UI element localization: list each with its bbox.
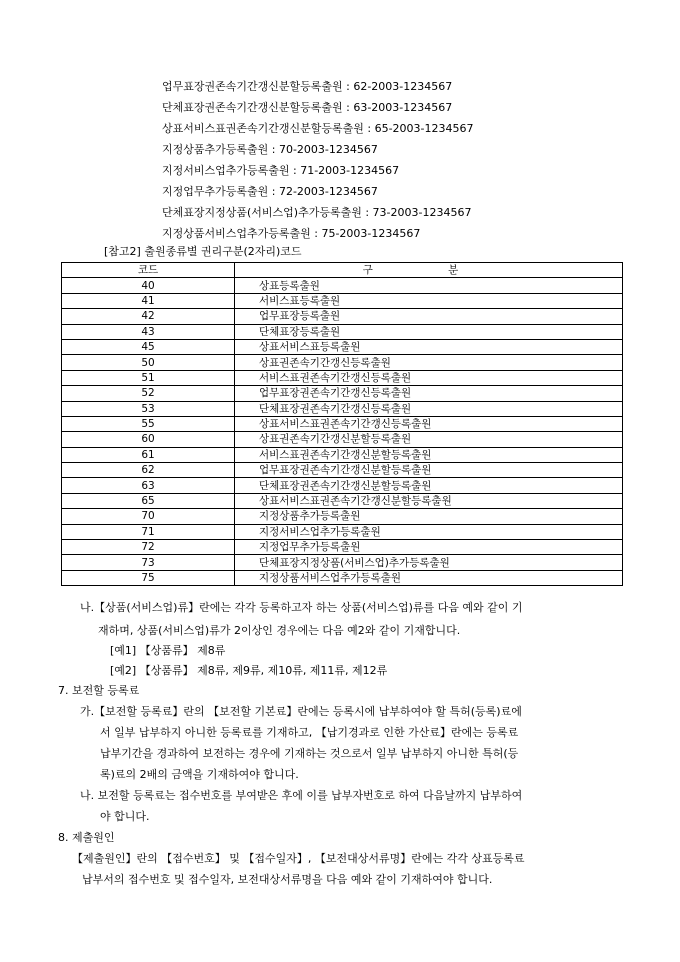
code-line: 단체표장권존속기간갱신분할등록출원 : 63-2003-1234567: [162, 101, 453, 114]
name-cell: 서비스표권존속기간갱신등록출원: [235, 370, 623, 385]
code-line: 업무표장권존속기간갱신분할등록출원 : 62-2003-1234567: [162, 80, 453, 93]
code-cell: 62: [62, 463, 235, 478]
code-cell: 55: [62, 416, 235, 431]
name-cell: 업무표장권존속기간갱신분할등록출원: [235, 463, 623, 478]
name-cell: 지정서비스업추가등록출원: [235, 524, 623, 539]
table-row: [62, 493, 623, 508]
table-row: [62, 570, 623, 585]
code-cell: 43: [62, 324, 235, 339]
name-cell: 서비스표등록출원: [235, 293, 623, 308]
table-row: [62, 278, 623, 293]
table-row: [62, 293, 623, 308]
section-7-ga-cont: 납부기간을 경과하여 보전하는 경우에 기재하는 것으로서 일부 납부하지 아니한 특허(등: [100, 747, 519, 760]
table-row: [62, 370, 623, 385]
code-cell: 40: [62, 278, 235, 293]
code-table: [61, 262, 623, 586]
name-cell: 업무표장등록출원: [235, 309, 623, 324]
code-cell: 42: [62, 309, 235, 324]
header-code: 코드: [62, 263, 235, 278]
code-line: 단체표장지정상품(서비스업)추가등록출원 : 73-2003-1234567: [162, 206, 472, 219]
table-row: [62, 478, 623, 493]
code-cell: 61: [62, 447, 235, 462]
name-cell: 단체표장권존속기간갱신분할등록출원: [235, 478, 623, 493]
table-row: [62, 401, 623, 416]
name-cell: 지정상품추가등록출원: [235, 509, 623, 524]
name-cell: 단체표장등록출원: [235, 324, 623, 339]
table-header-row: [62, 263, 623, 278]
name-cell: 지정업무추가등록출원: [235, 540, 623, 555]
header-name: 구 분: [235, 263, 623, 278]
section-7-ga: 가.【보전할 등록료】란의 【보전할 기본료】란에는 등록시에 납부하여야 할 특허(등록)료에: [80, 705, 522, 718]
section-8-paragraph: 【제출원인】란의 【접수번호】 및 【접수일자】, 【보전대상서류명】란에는 각각 상표등록료: [72, 852, 525, 865]
name-cell: 업무표장권존속기간갱신등록출원: [235, 386, 623, 401]
name-cell: 상표서비스표권존속기간갱신등록출원: [235, 416, 623, 431]
code-cell: 45: [62, 339, 235, 354]
code-line: 지정상품서비스업추가등록출원 : 75-2003-1234567: [162, 227, 421, 240]
paragraph-na: 나.【상품(서비스업)류】란에는 각각 등록하고자 하는 상품(서비스업)류를 다음 예와 같이 기: [80, 601, 523, 614]
table-row: [62, 324, 623, 339]
example-1: [예1] 【상품류】 제8류: [110, 644, 226, 657]
table-row: [62, 509, 623, 524]
code-cell: 65: [62, 493, 235, 508]
code-cell: 71: [62, 524, 235, 539]
table-row: [62, 540, 623, 555]
table-row: [62, 447, 623, 462]
table-row: [62, 432, 623, 447]
name-cell: 단체표장권존속기간갱신등록출원: [235, 401, 623, 416]
code-cell: 41: [62, 293, 235, 308]
section-8-paragraph-cont: 납부서의 접수번호 및 접수일자, 보전대상서류명을 다음 예와 같이 기재하여야 합니다.: [82, 873, 493, 886]
code-cell: 50: [62, 355, 235, 370]
code-line: 상표서비스표권존속기간갱신분할등록출원 : 65-2003-1234567: [162, 122, 474, 135]
table-row: [62, 555, 623, 570]
reference-title: [참고2] 출원종류별 권리구분(2자리)코드: [104, 245, 302, 258]
table-row: [62, 524, 623, 539]
table-row: [62, 355, 623, 370]
code-cell: 75: [62, 570, 235, 585]
table-row: [62, 309, 623, 324]
example-2: [예2] 【상품류】 제8류, 제9류, 제10류, 제11류, 제12류: [110, 664, 388, 677]
code-cell: 70: [62, 509, 235, 524]
code-line: 지정상품추가등록출원 : 70-2003-1234567: [162, 143, 378, 156]
code-cell: 72: [62, 540, 235, 555]
table-row: [62, 386, 623, 401]
code-cell: 63: [62, 478, 235, 493]
code-cell: 73: [62, 555, 235, 570]
name-cell: 상표권존속기간갱신분할등록출원: [235, 432, 623, 447]
code-cell: 51: [62, 370, 235, 385]
code-cell: 52: [62, 386, 235, 401]
code-line: 지정업무추가등록출원 : 72-2003-1234567: [162, 185, 378, 198]
name-cell: 지정상품서비스업추가등록출원: [235, 570, 623, 585]
name-cell: 서비스표권존속기간갱신분할등록출원: [235, 447, 623, 462]
table-row: [62, 416, 623, 431]
section-7-na: 나. 보전할 등록료는 접수번호를 부여받은 후에 이를 납부자번호로 하여 다음날까지 납부하여: [80, 789, 523, 802]
section-7-na-cont: 야 합니다.: [100, 810, 150, 823]
section-7-ga-cont: 서 일부 납부하지 아니한 등록료를 기재하고, 【납기경과로 인한 가산료】란에는 등록료: [100, 726, 519, 739]
code-line: 지정서비스업추가등록출원 : 71-2003-1234567: [162, 164, 400, 177]
section-8-title: 8. 제출원인: [58, 831, 115, 844]
section-7-title: 7. 보전할 등록료: [58, 684, 140, 697]
table-row: [62, 339, 623, 354]
table-row: [62, 463, 623, 478]
name-cell: 상표등록출원: [235, 278, 623, 293]
code-cell: 53: [62, 401, 235, 416]
paragraph-na-cont: 재하며, 상품(서비스업)류가 2이상인 경우에는 다음 예2와 같이 기재합니다.: [98, 624, 461, 637]
name-cell: 단체표장지정상품(서비스업)추가등록출원: [235, 555, 623, 570]
name-cell: 상표서비스표권존속기간갱신분할등록출원: [235, 493, 623, 508]
section-7-ga-cont: 록)료의 2배의 금액을 기재하여야 합니다.: [100, 768, 299, 781]
name-cell: 상표서비스표등록출원: [235, 339, 623, 354]
name-cell: 상표권존속기간갱신등록출원: [235, 355, 623, 370]
code-cell: 60: [62, 432, 235, 447]
